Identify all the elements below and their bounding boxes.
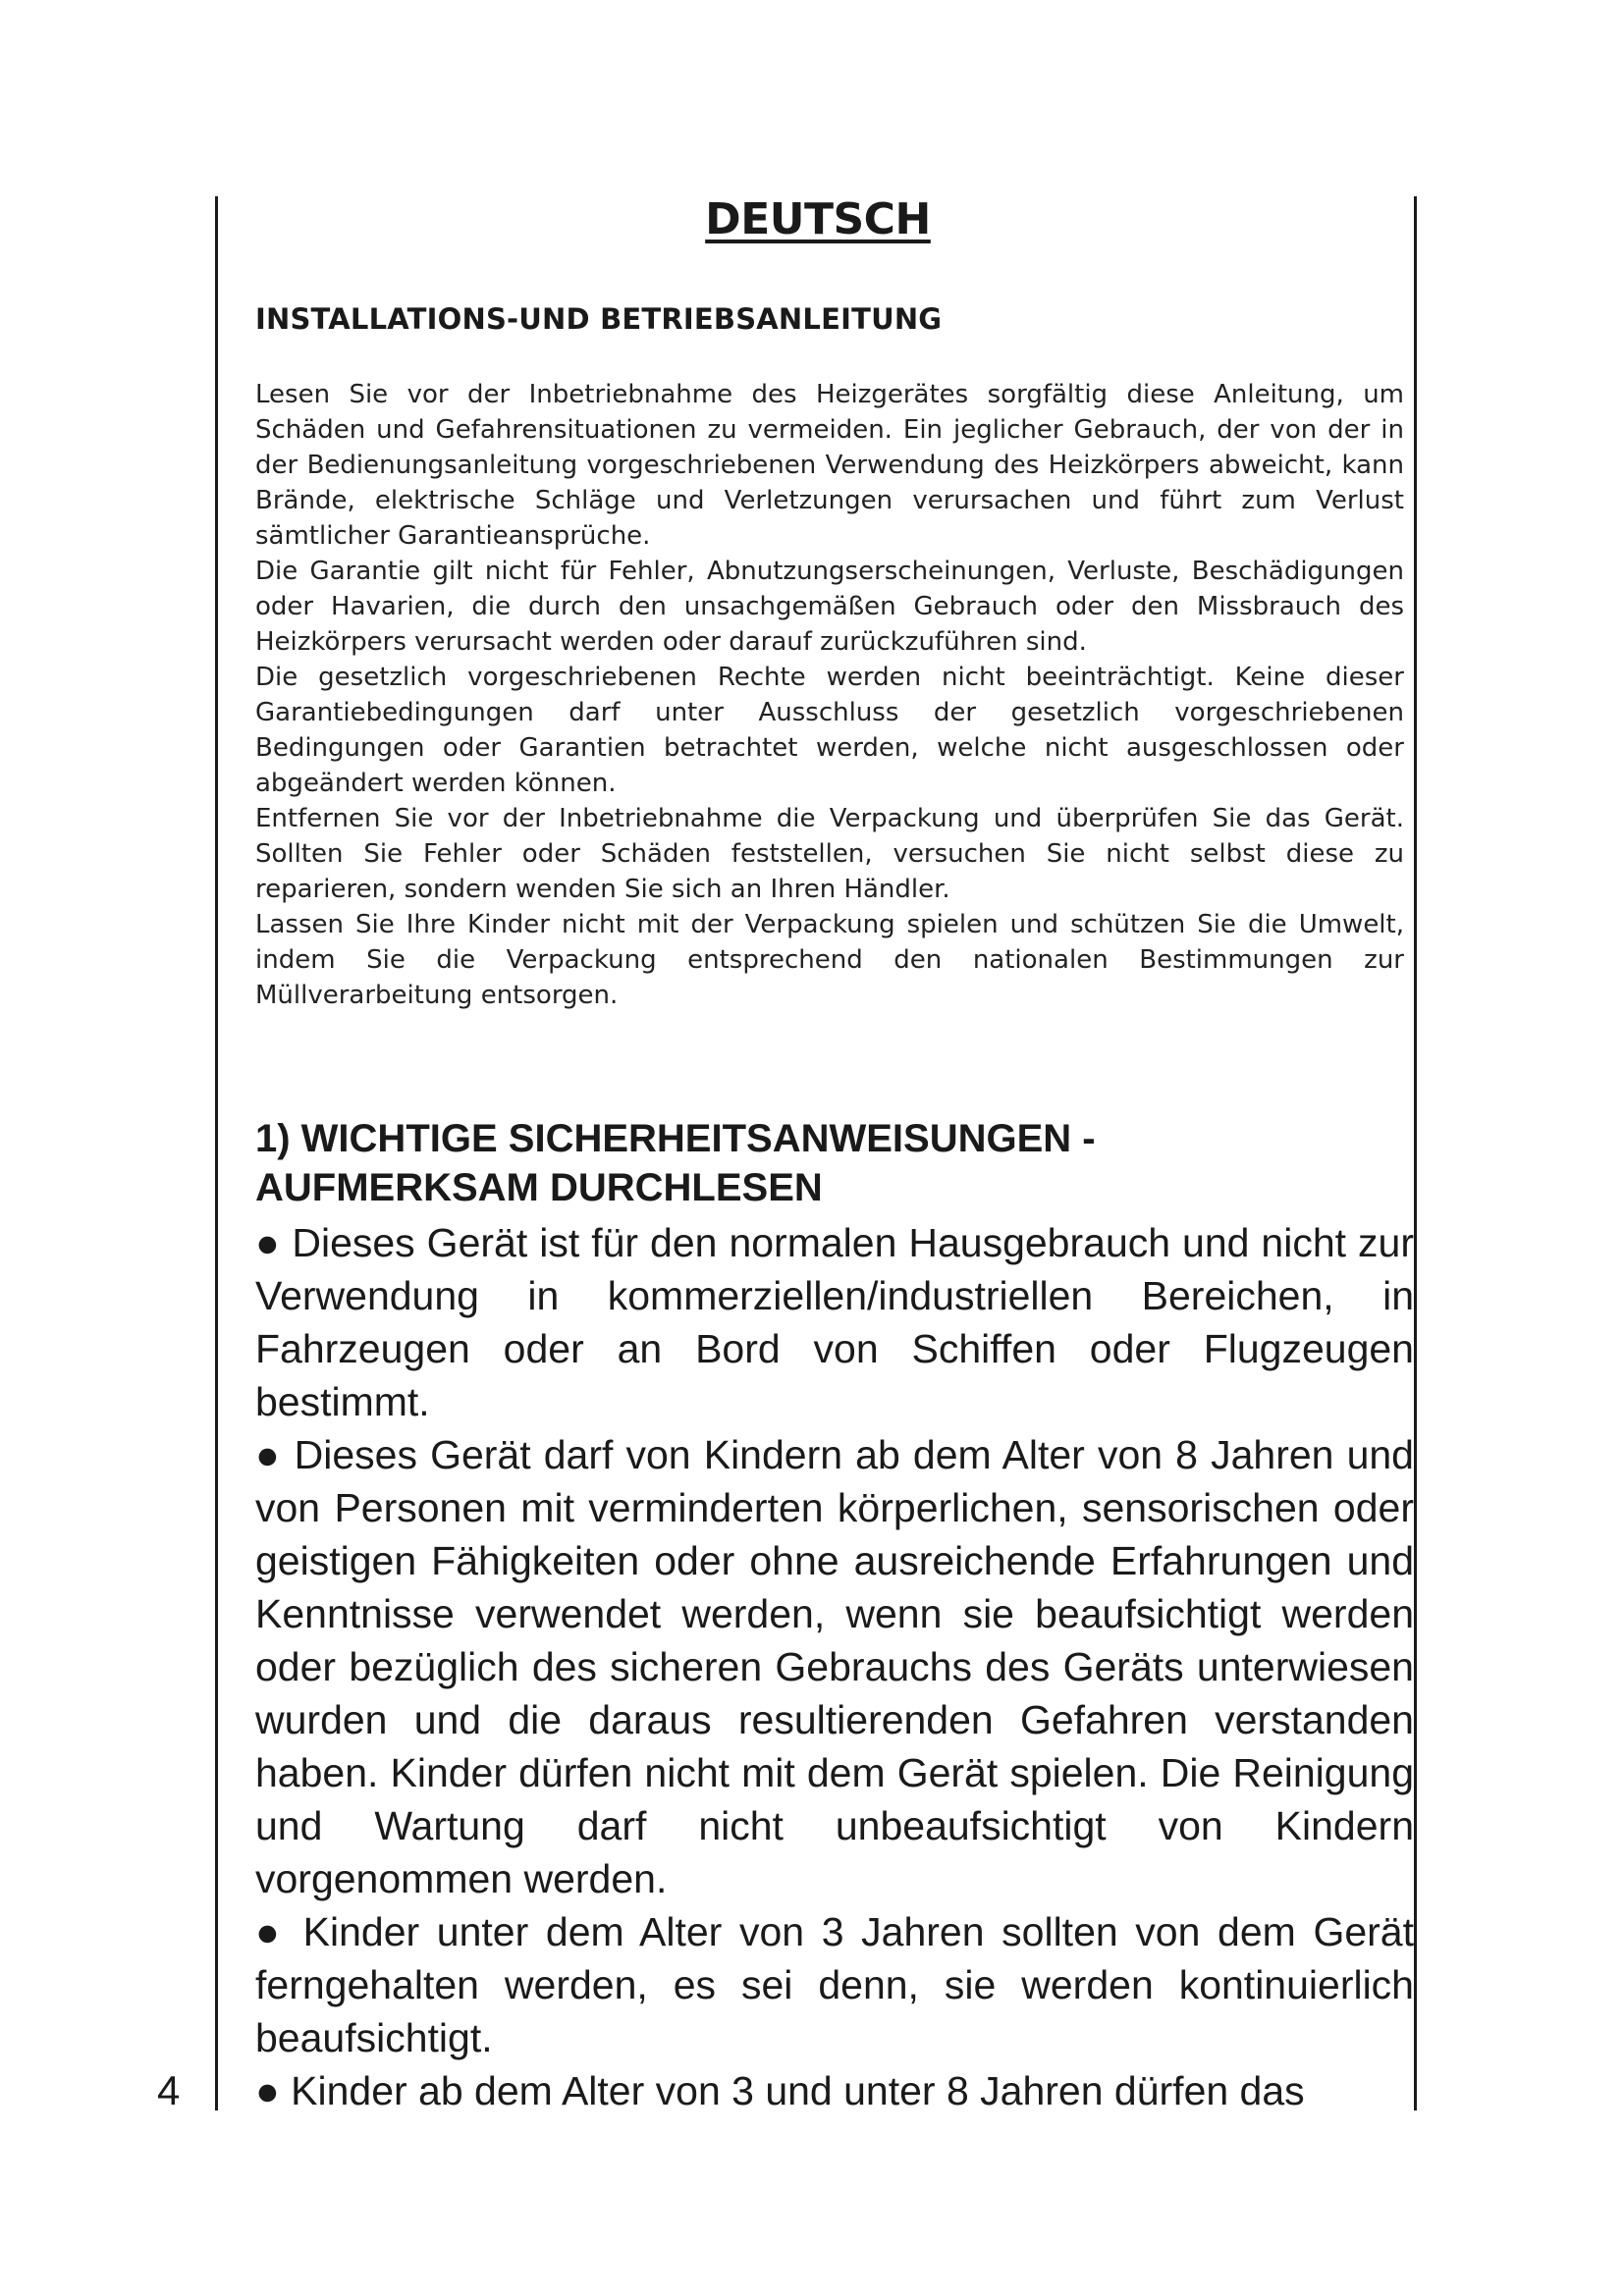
page-number: 4 xyxy=(157,2067,181,2113)
intro-paragraph-3: Die gesetzlich vorgeschriebenen Rechte werden nicht beeinträchtigt. Keine dieser Garantiebedingungen darf unter Ausschluss der gesetzlich vorgeschriebenen Bedingungen oder Garantien betrachtet werden, welche nicht ausgeschlossen oder abgeändert werden können. xyxy=(255,663,1404,798)
safety-item-2: ● Dieses Gerät darf von Kindern ab dem Alter von 8 Jahren und von Personen mit verminderten körperlichen, sensorischen oder geistigen Fähigkeiten oder ohne ausreichende Erfahrungen und Kenntnisse verwendet werden, wenn sie beaufsichtigt werden oder bezüglich des sicheren Gebrauchs des Geräts unterwiesen wurden und die daraus resultierenden Gefahren verstanden haben. Kinder dürfen nicht mit dem Gerät spielen. Die Reinigung und Wartung darf nicht unbeaufsichtigt von Kindern vorgenommen werden. xyxy=(255,1432,1414,1901)
intro-paragraph-2: Die Garantie gilt nicht für Fehler, Abnutzungserscheinungen, Verluste, Beschädigungen oder Havarien, die durch den unsachgemäßen Gebrauch oder den Missbrauch des Heizkörpers verursacht werden oder darauf zurückzuführen sind. xyxy=(255,557,1404,657)
safety-item-3: ● Kinder unter dem Alter von 3 Jahren sollten von dem Gerät ferngehalten werden, es sei denn, sie werden kontinuierlich beaufsichtigt. xyxy=(255,1909,1414,2060)
right-margin-rule xyxy=(1414,196,1417,2110)
safety-title-line-2: AUFMERKSAM DURCHLESEN xyxy=(255,1166,823,1209)
intro-paragraph-1: Lesen Sie vor der Inbetriebnahme des Heizgerätes sorgfältig diese Anleitung, um Schäden und Gefahrensituationen zu vermeiden. Ein jeglicher Gebrauch, der von der in der Bedienungsanleitung vorgeschriebenen Verwendung des Heizkörpers abweicht, kann Brände, elektrische Schläge und Verletzungen verursachen und führt zum Verlust sämtlicher Garantieansprüche. xyxy=(255,380,1404,551)
safety-item-1: ● Dieses Gerät ist für den normalen Hausgebrauch und nicht zur Verwendung in kommerziellen/industriellen Bereichen, in Fahrzeugen oder an Bord von Schiffen oder Flugzeugen bestimmt. xyxy=(255,1220,1414,1424)
intro-text xyxy=(255,377,1404,1013)
installation-section-title: INSTALLATIONS-UND BETRIEBSANLEITUNG xyxy=(255,302,943,336)
safety-item-4: ● Kinder ab dem Alter von 3 und unter 8 Jahren dürfen das xyxy=(255,2068,1305,2113)
language-heading: DEUTSCH xyxy=(705,194,931,244)
intro-paragraph-4: Entfernen Sie vor der Inbetriebnahme die Verpackung und überprüfen Sie das Gerät. Sollten Sie Fehler oder Schäden feststellen, versuchen Sie nicht selbst diese zu reparieren, sondern wenden Sie sich an Ihren Händler. xyxy=(255,804,1404,904)
intro-paragraph-5: Lassen Sie Ihre Kinder nicht mit der Verpackung spielen und schützen Sie die Umwelt, indem Sie die Verpackung entsprechend den nationalen Bestimmungen zur Müllverarbeitung entsorgen. xyxy=(255,910,1404,1010)
safety-section-title xyxy=(255,1114,1414,1212)
safety-title-line-1: 1) WICHTIGE SICHERHEITSANWEISUNGEN - xyxy=(255,1117,1096,1160)
safety-section xyxy=(255,1114,1414,2117)
left-margin-rule xyxy=(215,196,218,2110)
